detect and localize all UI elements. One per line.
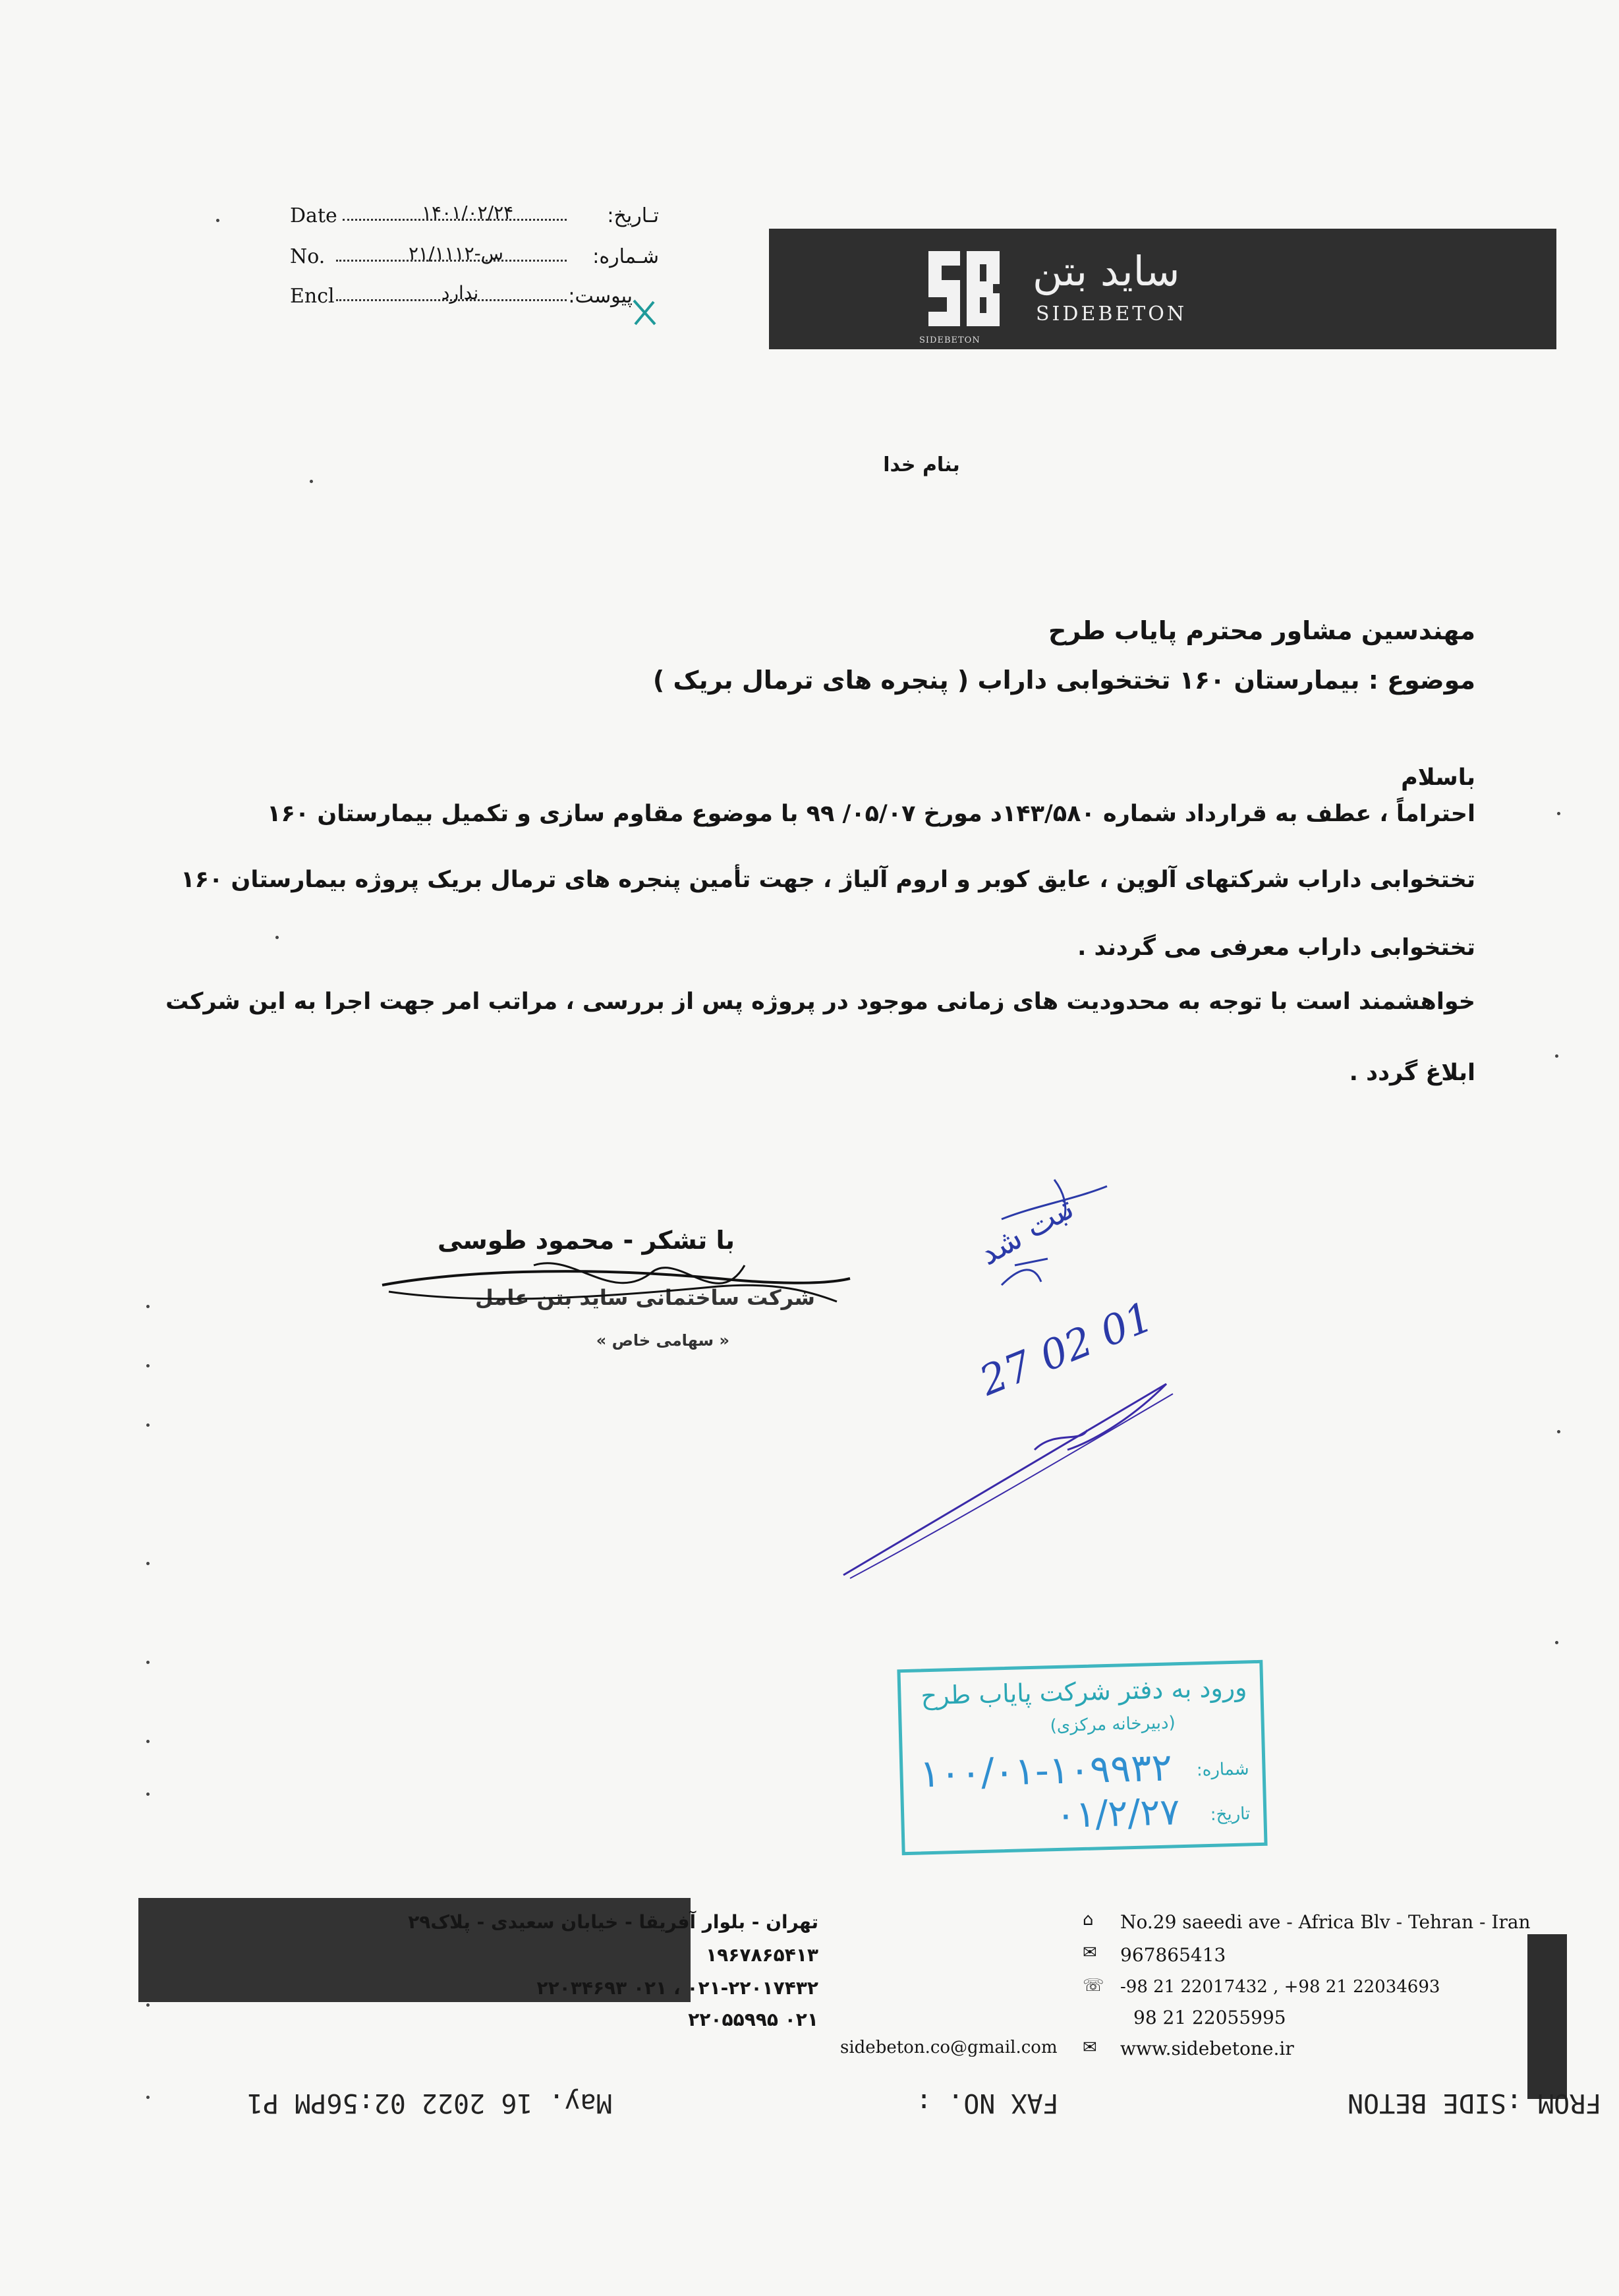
- fax-number: FAX NO. :: [916, 2088, 1059, 2118]
- scan-speck: [146, 1423, 150, 1427]
- stamp-date-value: ۰۱/۲/۲۷: [1055, 1791, 1181, 1837]
- scan-speck: [146, 1661, 150, 1664]
- meta-date-value: ۱۴۰۱/۰۲/۲۴: [422, 202, 514, 223]
- body-line-4: خواهشمند است با توجه به محدودیت های زمانی موجود در پروژه پس از بررسی ، مراتب امر جهت اجرا به این شرکت: [165, 989, 1475, 1015]
- scan-speck: [146, 1740, 150, 1743]
- scan-speck: [310, 480, 313, 483]
- handwritten-register-note: ثبت شد: [973, 1189, 1081, 1273]
- meta-date-label-en: Date: [290, 204, 337, 227]
- logo-subtext: SIDEBETON: [919, 335, 980, 345]
- phone-icon: ☏: [1083, 1976, 1104, 1995]
- scan-speck: [1557, 1430, 1560, 1433]
- handwritten-date: 27 02 01: [973, 1292, 1160, 1406]
- recipient-line: مهندسین مشاور محترم پایاب طرح: [1048, 616, 1475, 645]
- company-name-fa: ساید بتن: [1033, 247, 1180, 295]
- closing-line: با تشکر - محمود طوسی: [437, 1226, 735, 1255]
- scan-speck: [1557, 812, 1560, 815]
- bismillah-text: بنام خدا: [883, 453, 960, 476]
- body-line-5: ابلاغ گردد .: [1349, 1060, 1475, 1086]
- footer-email: sidebeton.co@gmail.com: [840, 2038, 1058, 2057]
- signature-subtitle: « سهامی خاص »: [596, 1331, 729, 1350]
- meta-enclosure-row: [290, 282, 659, 315]
- postal-code-icon: ✉: [1083, 1943, 1097, 1963]
- stamp-title: ورود به دفتر شرکت پایاب طرح: [921, 1673, 1247, 1711]
- footer-address-en: No.29 saeedi ave - Africa Blv - Tehran - Iran: [1120, 1911, 1531, 1933]
- location-pin-icon: ⌂: [1083, 1910, 1094, 1930]
- footer-phones-en: -98 21 22017432 , +98 21 22034693: [1120, 1977, 1440, 1997]
- scan-speck: [146, 1793, 150, 1796]
- body-line-2: تختخوابی داراب شرکتهای آلوپن ، عایق کوبر و اروم آلیاژ ، جهت تأمین پنجره های ترمال بریک پروژه بیمارستان ۱۶۰: [181, 867, 1475, 893]
- scan-speck: [1555, 1641, 1558, 1644]
- scan-speck: [275, 936, 279, 939]
- sb-logo-icon: [922, 243, 1006, 334]
- footer-address-fa: تهران - بلوار آفریقا - خیابان سعیدی - پلاک۲۹: [408, 1911, 818, 1933]
- signature-company: شرکت ساختمانی ساید بتن عامل: [475, 1285, 815, 1310]
- subject-line: موضوع : بیمارستان ۱۶۰ تختخوابی داراب ( پنجره های ترمال بریک ): [652, 666, 1475, 695]
- footer-fax-en: 98 21 22055995: [1133, 2007, 1286, 2028]
- body-line-1: احتراماً ، عطف به قرارداد شماره ۱۴۳/۵۸۰د مورخ ۰۵/۰۷/ ۹۹ با موضوع مقاوم سازی و تکمیل بیمارستان ۱۶۰: [267, 801, 1475, 827]
- scan-speck: [146, 1305, 150, 1308]
- stamp-subtitle: (دبیرخانه مرکزی): [1050, 1713, 1176, 1736]
- footer-phones-fa: ۰۲۱-۲۲۰۱۷۴۳۲ ، ۰۲۱ ۲۲۰۳۴۶۹۳: [536, 1977, 818, 1999]
- footer-fax-fa: ۰۲۱ ۲۲۰۵۵۹۹۵: [688, 2009, 818, 2030]
- check-x-mark-icon: [631, 298, 658, 327]
- meta-enclosure-label-fa: پیوست:: [568, 285, 633, 308]
- scan-speck: [216, 219, 219, 222]
- meta-number-value: س-۲۱/۱۱۱۲: [409, 243, 503, 264]
- fax-header-line: [0, 2088, 1619, 2127]
- scan-speck: [1555, 1054, 1558, 1058]
- signature-scribble-icon: [376, 1246, 857, 1325]
- footer-postal-fa: ۱۹۶۷۸۶۵۴۱۳: [706, 1944, 818, 1966]
- meta-enclosure-label-en: Encl: [290, 285, 335, 308]
- scan-speck: [146, 1364, 150, 1367]
- scan-speck: [146, 2003, 150, 2007]
- greeting-line: باسلام: [1401, 764, 1475, 791]
- email-web-icon: ✉: [1083, 2038, 1097, 2057]
- fax-timestamp: May. 16 2022 02:56PM P1: [247, 2088, 612, 2118]
- bismillah-heading: [0, 453, 1619, 476]
- footer-dark-edge: [1527, 1934, 1567, 2099]
- body-line-3: تختخوابی داراب معرفی می گردند .: [1077, 934, 1475, 961]
- company-logo-band: [769, 229, 1556, 349]
- footer-website: www.sidebetone.ir: [1120, 2038, 1294, 2059]
- company-name-en: SIDEBETON: [1036, 302, 1187, 326]
- scan-speck: [146, 1562, 150, 1565]
- meta-number-label-en: No.: [290, 245, 326, 268]
- stamp-number-label: شماره:: [1196, 1759, 1249, 1781]
- meta-enclosure-value: ندارد: [441, 282, 479, 304]
- meta-number-label-fa: شـماره:: [592, 245, 659, 268]
- meta-number-row: [290, 245, 659, 275]
- receipt-stamp: [897, 1660, 1267, 1855]
- fax-from: FROM :SIDE BETON: [1348, 2088, 1602, 2118]
- stamp-number-value: ۱۰۰/۰۱-۱۰۹۹۳۲: [919, 1744, 1173, 1796]
- footer-postal-en: 967865413: [1120, 1944, 1226, 1966]
- meta-date-row: [290, 204, 659, 235]
- stamp-date-label: تاریخ:: [1210, 1804, 1251, 1825]
- meta-date-label-fa: تـاریخ:: [607, 204, 659, 227]
